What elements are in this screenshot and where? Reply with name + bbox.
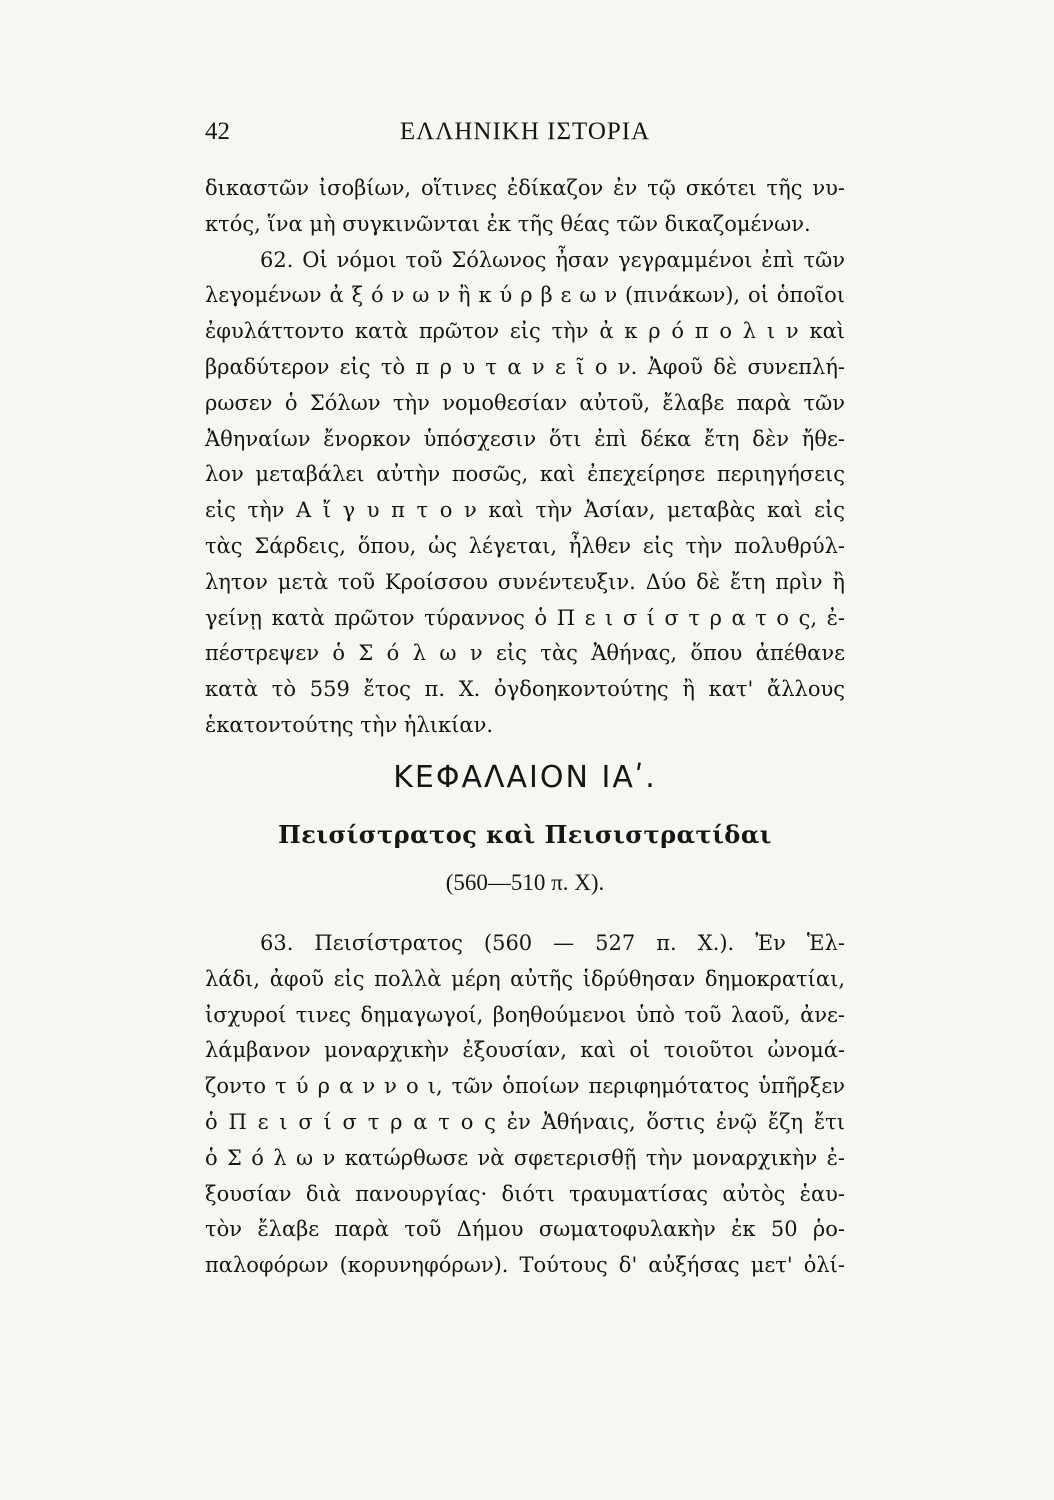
text-line: λάδι, ἀφοῦ εἰς πολλὰ μέρη αὐτῆς ἱδρύθησαν δημοκρατίαι, (205, 966, 845, 991)
running-title: ΕΛΛΗΝΙΚΗ ΙΣΤΟΡΙΑ (399, 118, 651, 145)
text-line: δικαστῶν ἰσοβίων, οἵτινες ἐδίκαζον ἐν τῷ σκότει τῆς νυ- (205, 176, 845, 200)
text-line: ζοντο τ ύ ρ α ν ν ο ι, τῶν ὁποίων περιφημότατος ὑπῆρξεν (205, 1074, 845, 1099)
text-line: κατὰ τὸ 559 ἔτος π. Χ. ὀγδοηκοντούτης ἢ κατ' ἄλλους (205, 677, 845, 702)
text-line: ρωσεν ὁ Σόλων τὴν νομοθεσίαν αὐτοῦ, ἔλαβε παρὰ τῶν (205, 390, 845, 415)
chapter-subtitle: Πεισίστρατος καὶ Πεισιστρατίδαι (278, 820, 772, 849)
text-line: γείνῃ κατὰ πρῶτον τύραννος ὁ Π ε ι σ ί σ τ ρ α τ ο ς, ἐ- (205, 605, 845, 630)
text-line: λητον μετὰ τοῦ Κροίσσου συνέντευξιν. Δύο δὲ ἔτη πρὶν ἢ (205, 569, 845, 594)
text-line: λάμβανον μοναρχικὴν ἐξουσίαν, καὶ οἱ τοιοῦτοι ὠνομά- (205, 1038, 845, 1063)
text-line: ὁ Π ε ι σ ί σ τ ρ α τ ο ς ἐν Ἀθήναις, ὅστις ἐνῷ ἔζη ἔτι (205, 1109, 845, 1134)
text-line: πέστρεψεν ὁ Σ ό λ ω ν εἰς τὰς Ἀθήνας, ὅπου ἀπέθανε (205, 641, 845, 666)
page-number: 42 (205, 118, 230, 145)
text-line: ἐφυλάττοντο κατὰ πρῶτον εἰς τὴν ἀ κ ρ ό π ο λ ι ν καὶ (205, 319, 845, 344)
text-line: βραδύτερον εἰς τὸ π ρ υ τ α ν ε ῖ ο ν. Ἀφοῦ δὲ συνεπλή- (205, 354, 845, 379)
text-line: τὸν ἔλαβε παρὰ τοῦ Δήμου σωματοφυλακὴν ἐκ 50 ῥο- (205, 1217, 845, 1242)
text-line: Ἀθηναίων ἔνορκον ὑπόσχεσιν ὅτι ἐπὶ δέκα ἔτη δὲν ἤθε- (205, 426, 845, 451)
body-text-bottom (205, 926, 845, 1284)
text-line: ξουσίαν διὰ πανουργίας· διότι τραυματίσας αὐτὸς ἑαυ- (205, 1181, 845, 1206)
body-text-top (205, 171, 845, 744)
section-63-start: 63. Πεισίστρατος (560 — 527 π. Χ.). Ἐν Ἑλ- (260, 931, 845, 955)
chapter-heading: ΚΕΦΑΛΑΙΟΝ ΙΑʹ. (393, 760, 657, 795)
text-line: ἑκατοντούτης τὴν ἡλικίαν. (205, 712, 494, 737)
text-line: παλοφόρων (κορυνηφόρων). Τούτους δ' αὐξήσας μετ' ὀλί- (205, 1253, 845, 1278)
text-line: τὰς Σάρδεις, ὅπου, ὡς λέγεται, ἦλθεν εἰς τὴν πολυθρύλ- (205, 533, 845, 558)
chapter-dates: (560—510 π. Χ). (445, 870, 605, 895)
text-line: ὁ Σ ό λ ω ν κατώρθωσε νὰ σφετερισθῇ τὴν μοναρχικὴν ἐ- (205, 1145, 845, 1170)
page-header (205, 118, 845, 152)
text-line: εἰς τὴν Α ἴ γ υ π τ ο ν καὶ τὴν Ἀσίαν, μεταβὰς καὶ εἰς (205, 498, 845, 523)
text-line: κτός, ἵνα μὴ συγκινῶνται ἐκ τῆς θέας τῶν δικαζομένων. (205, 211, 811, 236)
section-62-start: 62. Οἱ νόμοι τοῦ Σόλωνος ἦσαν γεγραμμένοι ἐπὶ τῶν (260, 247, 845, 272)
text-line: λον μεταβάλει αὐτὴν ποσῶς, καὶ ἐπεχείρησε περιηγήσεις (205, 462, 845, 487)
text-line: ἰσχυροί τινες δημαγωγοί, βοηθούμενοι ὑπὸ τοῦ λαοῦ, ἀνε- (205, 1002, 845, 1027)
text-line: λεγομένων ἀ ξ ό ν ω ν ἢ κ ύ ρ β ε ω ν (πινάκων), οἱ ὁποῖοι (205, 283, 845, 308)
